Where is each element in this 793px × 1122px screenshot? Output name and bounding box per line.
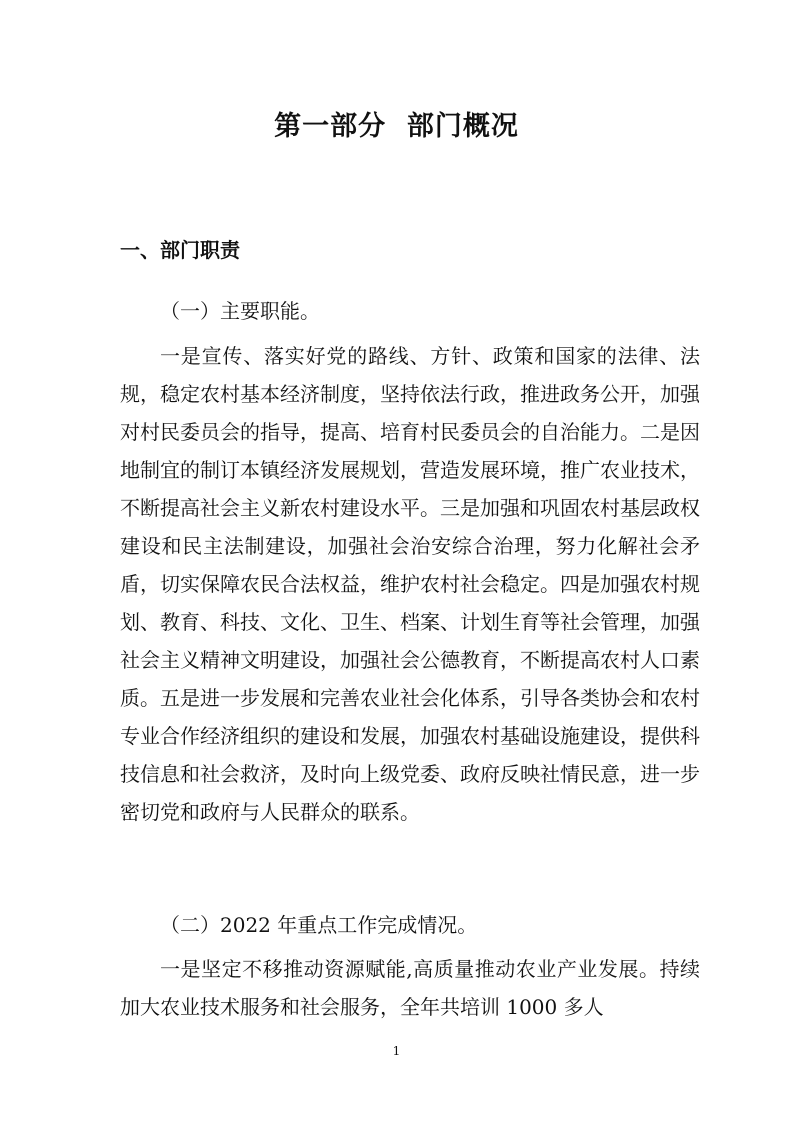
section-heading: 一、部门职责 <box>120 238 240 262</box>
main-functions-paragraph: 一是宣传、落实好党的路线、方针、政策和国家的法律、法规，稳定农村基本经济制度，坚持依法行政，推进政务公开，加强对村民委员会的指导，提高、培育村民委员会的自治能力。二是因地制宜的制订本镇经济发展规划，营造发展环境，推广农业技术，不断提高社会主义新农村建设水平。三是加强和巩固农村基层政权建设和民主法制建设，加强社会治安综合治理，努力化解社会矛盾，切实保障农民合法权益，维护农村社会稳定。四是加强农村规划、教育、科技、文化、卫生、档案、计划生育等社会管理，加强社会主义精神文明建设，加强社会公德教育，不断提高农村人口素质。五是进一步发展和完善农业社会化体系，引导各类协会和农村专业合作经济组织的建设和发展，加强农村基础设施建设，提供科技信息和社会救济，及时向上级党委、政府反映社情民意，进一步密切党和政府与人民群众的联系。 <box>120 344 700 824</box>
subheading-main-functions: （一）主要职能。 <box>160 299 320 323</box>
page-number: 1 <box>392 1044 401 1058</box>
page-title: 第一部分 部门概况 <box>274 111 519 142</box>
subheading-work-completion: （二）2022 年重点工作完成情况。 <box>160 913 478 937</box>
work-completion-paragraph: 一是坚定不移推动资源赋能,高质量推动农业产业发展。持续加大农业技术服务和社会服务，全年共培训 1000 多人 <box>120 957 700 1019</box>
